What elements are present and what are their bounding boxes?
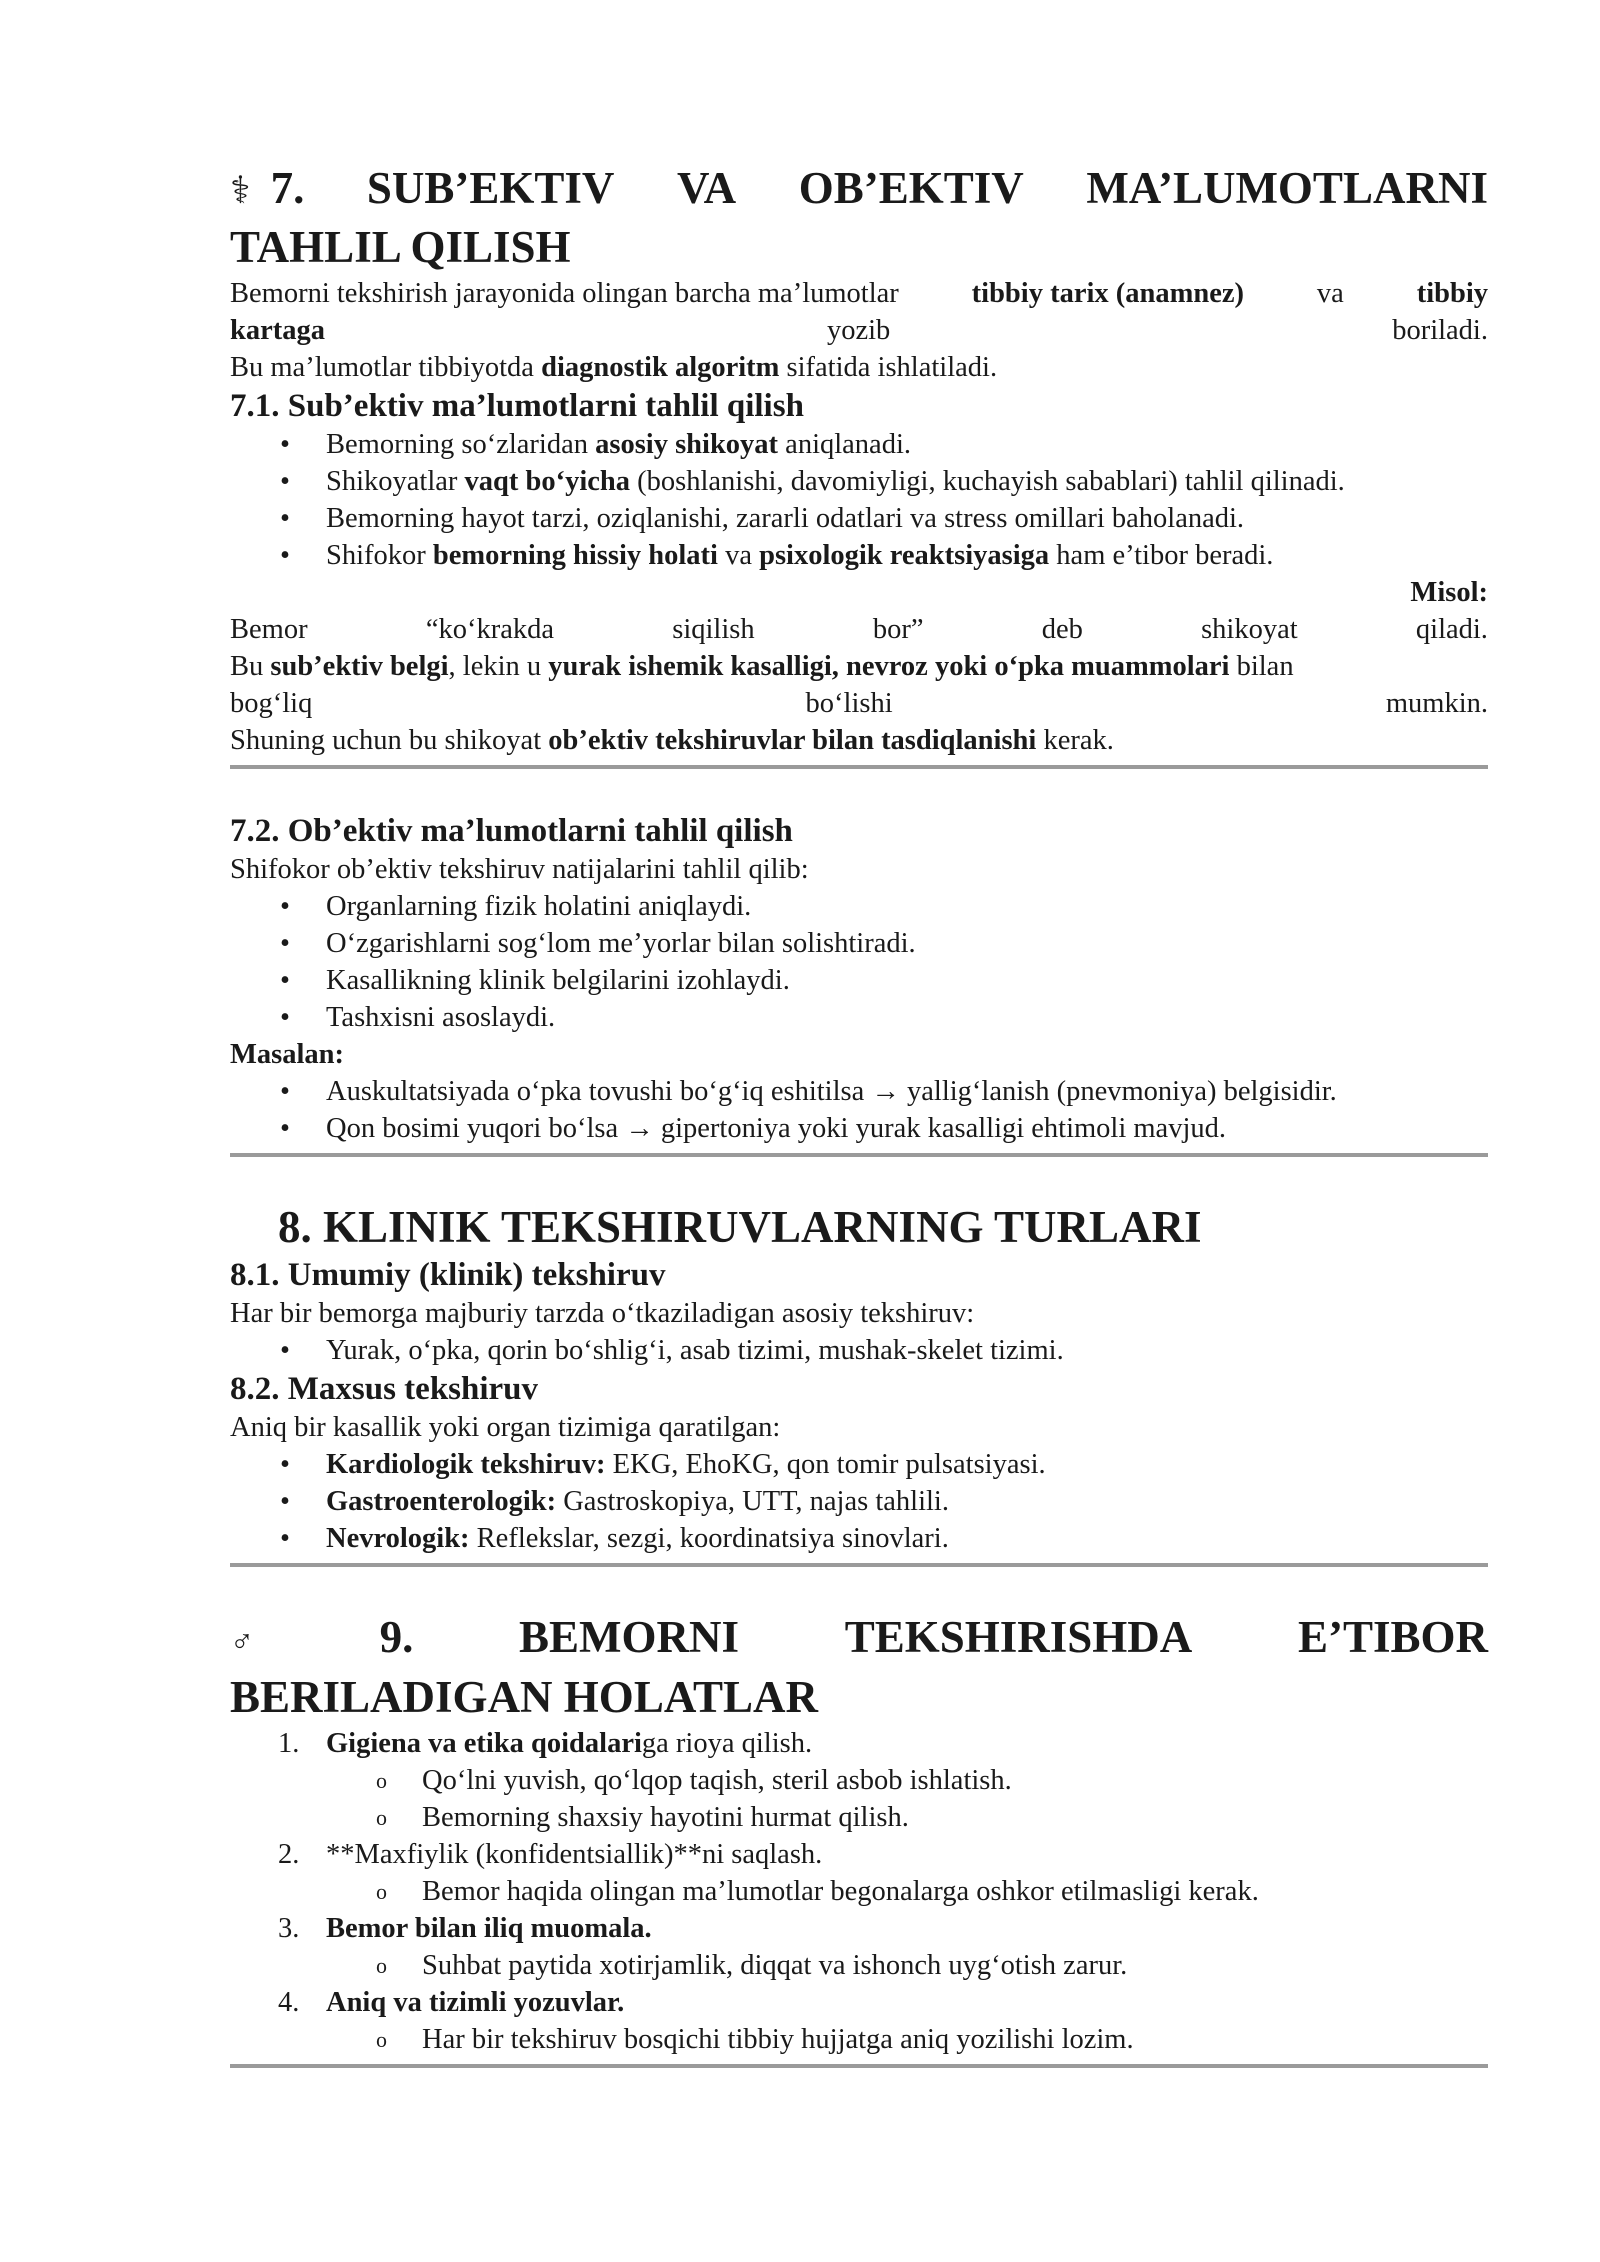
section-7-title-line2: TAHLIL QILISH <box>230 222 571 272</box>
bullet-icon: • <box>280 1113 290 1144</box>
list-item: • Kasallikning klinik belgilarini izohlaydi. <box>230 962 1488 999</box>
section-7-title: ⚕ 7. SUB’EKTIV VA OB’EKTIV MA’LUMOTLARNI <box>230 160 1488 219</box>
section-8 <box>230 1199 1488 1567</box>
bullet-icon: • <box>280 1002 290 1033</box>
subsection-8-2-lead: Aniq bir kasallik yoki organ tizimiga qaratilgan: <box>230 1412 781 1443</box>
sublist-item: o Bemor haqida olingan ma’lumotlar begonalarga oshkor etilmasligi kerak. <box>230 1873 1488 1910</box>
sublist <box>230 1762 1488 1836</box>
circle-bullet-icon: o <box>376 2027 387 2052</box>
bullet-icon: • <box>280 1449 290 1480</box>
male-symbol-icon: ♂ <box>230 1623 254 1659</box>
list-item: • Shifokor bemorning hissiy holati va psixologik reaktsiyasiga ham e’tibor beradi. <box>230 537 1488 574</box>
bullet-icon: • <box>280 466 290 497</box>
sublist-item: o Qo‘lni yuvish, qo‘lqop taqish, steril asbob ishlatish. <box>230 1762 1488 1799</box>
list-item: • Organlarning fizik holatini aniqlaydi. <box>230 888 1488 925</box>
divider <box>230 1563 1488 1567</box>
bullet-icon: • <box>280 965 290 996</box>
subsection-7-2-list <box>230 888 1488 1036</box>
bullet-icon: • <box>280 429 290 460</box>
bullet-icon: • <box>280 1076 290 1107</box>
subsection-7-1-title: 7.1. Sub’ektiv ma’lumotlarni tahlil qilish <box>230 388 804 424</box>
sublist-item: o Har bir tekshiruv bosqichi tibbiy hujjatga aniq yozilishi lozim. <box>230 2021 1488 2058</box>
subsection-8-2-list <box>230 1446 1488 1557</box>
divider <box>230 2064 1488 2068</box>
intro-line-2: kartaga yozib boriladi. <box>230 315 1488 346</box>
section-9-title-line2: BERILADIGAN HOLATLAR <box>230 1672 819 1722</box>
subsection-8-1-title: 8.1. Umumiy (klinik) tekshiruv <box>230 1257 666 1293</box>
subsection-8-1-lead: Har bir bemorga majburiy tarzda o‘tkaziladigan asosiy tekshiruv: <box>230 1298 975 1329</box>
section-7 <box>230 160 1488 1157</box>
list-item: • Bemorning so‘zlaridan asosiy shikoyat aniqlanadi. <box>230 426 1488 463</box>
list-item: • Kardiologik tekshiruv: EKG, EhoKG, qon tomir pulsatsiyasi. <box>230 1446 1488 1483</box>
bullet-icon: • <box>280 928 290 959</box>
list-item: • Yurak, o‘pka, qorin bo‘shlig‘i, asab tizimi, mushak-skelet tizimi. <box>230 1332 1488 1369</box>
circle-bullet-icon: o <box>376 1953 387 1978</box>
divider <box>230 1153 1488 1157</box>
list-item: • Auskultatsiyada o‘pka tovushi bo‘g‘iq eshitilsa → yallig‘lanish (pnevmoniya) belgisidir. <box>230 1073 1488 1110</box>
masalan-label: Masalan: <box>230 1039 344 1070</box>
example-line-3: bog‘liq bo‘lishi mumkin. <box>230 688 1488 719</box>
section-9 <box>230 1609 1488 2068</box>
circle-bullet-icon: o <box>376 1879 387 1904</box>
bullet-icon: • <box>280 1523 290 1554</box>
masalan-list <box>230 1073 1488 1147</box>
section-9-title: ♂ 9. BEMORNI TEKSHIRISHDA E’TIBOR <box>230 1609 1488 1669</box>
sublist <box>230 1873 1488 1910</box>
list-item: • Shikoyatlar vaqt bo‘yicha (boshlanishi, davomiyligi, kuchayish sabablari) tahlil qilinadi. <box>230 463 1488 500</box>
example-line-1: Bemor “ko‘krakda siqilish bor” deb shikoyat qiladi. <box>230 614 1488 645</box>
sublist-item: o Suhbat paytida xotirjamlik, diqqat va ishonch uyg‘otish zarur. <box>230 1947 1488 1984</box>
section-8-title: 8. KLINIK TEKSHIRUVLARNING TURLARI <box>278 1202 1202 1252</box>
list-item: 1. Gigiena va etika qoidalariga rioya qilish. <box>278 1728 813 1759</box>
list-item: • Nevrologik: Reflekslar, sezgi, koordinatsiya sinovlari. <box>230 1520 1488 1557</box>
list-item: • Qon bosimi yuqori bo‘lsa → gipertoniya yoki yurak kasalligi ehtimoli mavjud. <box>230 1110 1488 1147</box>
list-item: • Gastroenterologik: Gastroskopiya, UTT, najas tahlili. <box>230 1483 1488 1520</box>
list-item: 4. Aniq va tizimli yozuvlar. <box>278 1987 625 2018</box>
bullet-icon: • <box>280 540 290 571</box>
sublist <box>230 1947 1488 1984</box>
page-content <box>230 160 1488 2068</box>
circle-bullet-icon: o <box>376 1805 387 1830</box>
example-label: Misol: <box>1410 577 1488 608</box>
list-item: • O‘zgarishlarni sog‘lom me’yorlar bilan solishtiradi. <box>230 925 1488 962</box>
subsection-7-2-lead: Shifokor ob’ektiv tekshiruv natijalarini tahlil qilib: <box>230 854 809 885</box>
section-9-list <box>230 1725 1488 1762</box>
list-item: 3. Bemor bilan iliq muomala. <box>278 1913 652 1944</box>
bullet-icon: • <box>280 503 290 534</box>
list-item: 2. **Maxfiylik (konfidentsiallik)**ni saqlash. <box>278 1839 823 1870</box>
bullet-icon: • <box>280 1335 290 1366</box>
example-line-4: Shuning uchun bu shikoyat ob’ektiv tekshiruvlar bilan tasdiqlanishi kerak. <box>230 725 1114 756</box>
list-item: • Tashxisni asoslaydi. <box>230 999 1488 1036</box>
subsection-7-1-list <box>230 426 1488 574</box>
subsection-7-2-title: 7.2. Ob’ektiv ma’lumotlarni tahlil qilish <box>230 813 793 849</box>
subsection-8-1-list <box>230 1332 1488 1369</box>
sublist <box>230 2021 1488 2058</box>
intro-line-1: Bemorni tekshirish jarayonida olingan barcha ma’lumotlar tibbiy tarix (anamnez) va tibbiy <box>230 278 1488 309</box>
bullet-icon: • <box>280 891 290 922</box>
list-item: • Bemorning hayot tarzi, oziqlanishi, zararli odatlari va stress omillari baholanadi. <box>230 500 1488 537</box>
caduceus-icon: ⚕ <box>230 170 251 212</box>
subsection-8-2-title: 8.2. Maxsus tekshiruv <box>230 1371 539 1407</box>
circle-bullet-icon: o <box>376 1768 387 1793</box>
bullet-icon: • <box>280 1486 290 1517</box>
sublist-item: o Bemorning shaxsiy hayotini hurmat qilish. <box>230 1799 1488 1836</box>
example-line-2: Bu sub’ektiv belgi, lekin u yurak ishemik kasalligi, nevroz yoki o‘pka muammolari bilan <box>230 651 1294 682</box>
intro-line-3: Bu ma’lumotlar tibbiyotda diagnostik algoritm sifatida ishlatiladi. <box>230 352 998 383</box>
